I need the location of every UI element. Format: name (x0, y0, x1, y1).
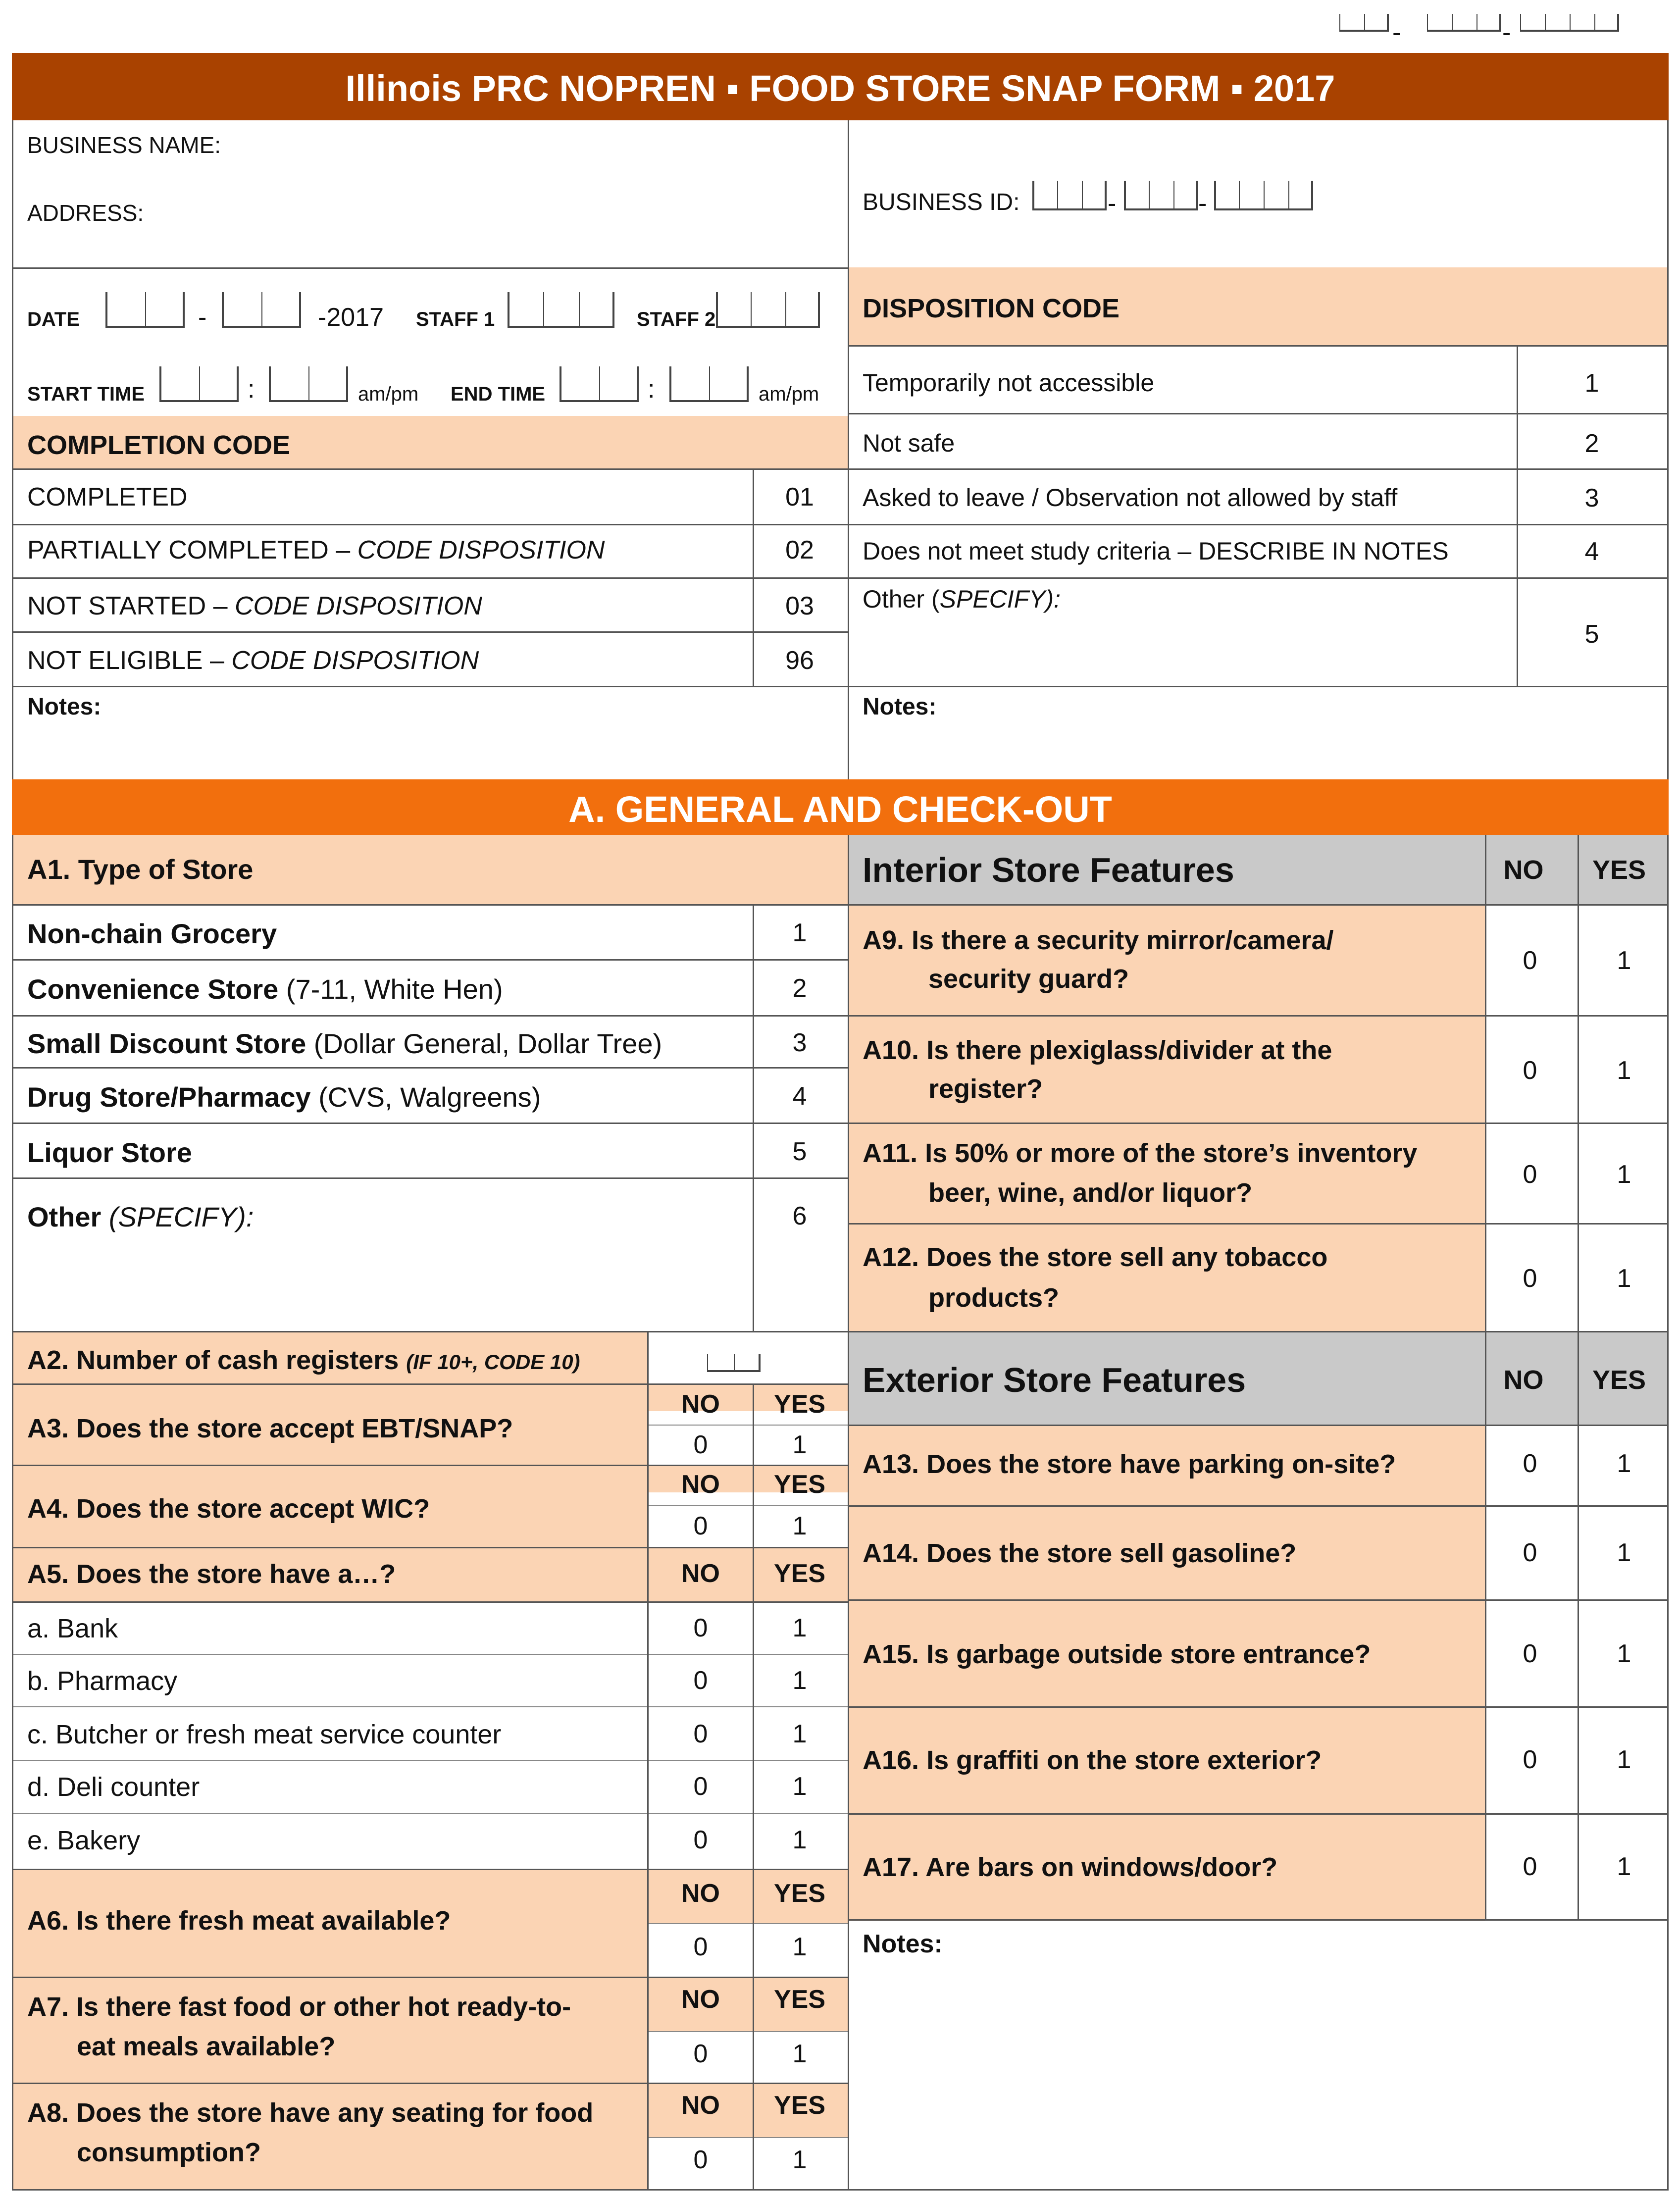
exterior-question: A17. Are bars on windows/door? (863, 1852, 1278, 1882)
business-id-boxes[interactable] (1214, 181, 1313, 210)
a1-title: A1. Type of Store (27, 854, 254, 885)
staff1-label: STAFF 1 (416, 308, 495, 330)
a15-no[interactable]: 0 (1523, 1639, 1537, 1668)
completion-row-label: NOT STARTED – (27, 592, 235, 620)
a10-yes[interactable]: 1 (1617, 1056, 1631, 1085)
a6-question: A6. Is there fresh meat available? (27, 1906, 451, 1936)
a2-count-boxes[interactable] (707, 1354, 761, 1384)
interior-question: A10. Is there plexiglass/divider at the (863, 1035, 1332, 1065)
disposition-code[interactable]: 2 (1584, 429, 1599, 458)
business-id-boxes[interactable] (1124, 181, 1198, 210)
completion-notes-label: Notes: (27, 694, 102, 720)
end-hour-boxes[interactable] (560, 366, 639, 396)
completion-code[interactable]: 03 (785, 592, 814, 620)
exterior-notes-label: Notes: (863, 1930, 943, 1958)
completion-row-label: PARTIALLY COMPLETED – (27, 536, 357, 564)
a16-no[interactable]: 0 (1523, 1745, 1537, 1774)
completion-code[interactable]: 01 (785, 483, 814, 511)
a8-no[interactable]: 0 (693, 2145, 708, 2174)
a14-yes[interactable]: 1 (1617, 1538, 1631, 1567)
a12-no[interactable]: 0 (1523, 1264, 1537, 1293)
a4-no[interactable]: 0 (693, 1512, 708, 1540)
a6-no[interactable]: 0 (693, 1933, 708, 1961)
a3-question: A3. Does the store accept EBT/SNAP? (27, 1414, 513, 1443)
a1-code[interactable]: 3 (792, 1028, 807, 1057)
disposition-notes-label: Notes: (863, 694, 937, 720)
a5-item: c. Butcher or fresh meat service counter (27, 1720, 502, 1749)
a1-option-label: Convenience Store (27, 973, 279, 1005)
a10-no[interactable]: 0 (1523, 1056, 1537, 1085)
staff2-boxes[interactable] (716, 292, 820, 322)
start-minute-boxes[interactable] (269, 366, 348, 396)
a5-no[interactable]: 0 (693, 1772, 708, 1801)
form-id-boxes[interactable] (1520, 14, 1619, 44)
disposition-row-label: Not safe (863, 429, 955, 457)
exterior-question: A16. Is graffiti on the store exterior? (863, 1745, 1322, 1775)
completion-row-label: COMPLETED (27, 483, 188, 511)
a1-code[interactable]: 2 (792, 974, 807, 1003)
business-id-boxes[interactable] (1032, 181, 1107, 210)
date-label: DATE (27, 308, 80, 330)
a9-no[interactable]: 0 (1523, 946, 1537, 975)
a1-code[interactable]: 6 (792, 1202, 807, 1230)
a7-yes[interactable]: 1 (792, 2040, 807, 2068)
a5-item: a. Bank (27, 1614, 118, 1643)
business-name-label: BUSINESS NAME: (27, 132, 221, 158)
a5-no[interactable]: 0 (693, 1666, 708, 1695)
a4-question: A4. Does the store accept WIC? (27, 1494, 430, 1524)
a5-yes[interactable]: 1 (792, 1666, 807, 1695)
a5-item: e. Bakery (27, 1826, 141, 1855)
date-month-boxes[interactable] (105, 292, 185, 328)
a5-yes[interactable]: 1 (792, 1720, 807, 1748)
a5-yes[interactable]: 1 (792, 1772, 807, 1801)
a4-yes[interactable]: 1 (792, 1512, 807, 1540)
a1-option-label: Small Discount Store (27, 1028, 306, 1059)
exterior-question: A15. Is garbage outside store entrance? (863, 1639, 1371, 1669)
date-year: -2017 (318, 303, 384, 332)
form-title: Illinois PRC NOPREN ▪ FOOD STORE SNAP FORM ▪ 2017 (345, 68, 1335, 109)
a5-yes[interactable]: 1 (792, 1614, 807, 1642)
disposition-row-label: Asked to leave / Observation not allowed by staff (863, 484, 1398, 511)
a3-yes[interactable]: 1 (792, 1430, 807, 1459)
end-time-label: END TIME (451, 383, 546, 405)
interior-question: A9. Is there a security mirror/camera/ (863, 925, 1334, 955)
a1-code[interactable]: 1 (792, 919, 807, 947)
a1-code[interactable]: 5 (792, 1137, 807, 1166)
end-minute-boxes[interactable] (669, 366, 749, 396)
staff1-boxes[interactable] (508, 292, 614, 322)
a11-no[interactable]: 0 (1523, 1160, 1537, 1189)
a13-no[interactable]: 0 (1523, 1449, 1537, 1478)
a13-yes[interactable]: 1 (1617, 1449, 1631, 1478)
a5-no[interactable]: 0 (693, 1614, 708, 1642)
a16-yes[interactable]: 1 (1617, 1745, 1631, 1774)
a1-option-label: Liquor Store (27, 1137, 192, 1168)
exterior-question: A14. Does the store sell gasoline? (863, 1538, 1297, 1568)
a1-code[interactable]: 4 (792, 1082, 807, 1111)
start-hour-boxes[interactable] (159, 366, 239, 396)
disposition-title: DISPOSITION CODE (863, 294, 1120, 323)
form-id-boxes[interactable] (1427, 14, 1501, 44)
a3-no[interactable]: 0 (693, 1430, 708, 1459)
a8-yes[interactable]: 1 (792, 2145, 807, 2174)
disposition-code[interactable]: 4 (1584, 537, 1599, 566)
staff2-label: STAFF 2 (637, 308, 716, 330)
a5-item: b. Pharmacy (27, 1666, 178, 1696)
a7-no[interactable]: 0 (693, 2040, 708, 2068)
a6-yes[interactable]: 1 (792, 1933, 807, 1961)
form-id-boxes[interactable] (1339, 14, 1389, 44)
a17-no[interactable]: 0 (1523, 1852, 1537, 1881)
a5-no[interactable]: 0 (693, 1720, 708, 1748)
a5-yes[interactable]: 1 (792, 1826, 807, 1854)
a1-option-label: Drug Store/Pharmacy (27, 1081, 311, 1113)
start-time-label: START TIME (27, 383, 145, 405)
a12-yes[interactable]: 1 (1617, 1264, 1631, 1293)
a1-option-label: Other (27, 1201, 109, 1232)
address-label: ADDRESS: (27, 200, 144, 226)
disposition-code[interactable]: 3 (1584, 484, 1599, 512)
interior-question: A12. Does the store sell any tobacco (863, 1242, 1328, 1272)
completion-code[interactable]: 02 (785, 536, 814, 564)
a17-yes[interactable]: 1 (1617, 1852, 1631, 1881)
disposition-row-label: Other ( (863, 585, 940, 613)
section-a-title: A. GENERAL AND CHECK-OUT (568, 789, 1112, 830)
a5-question: A5. Does the store have a…? (27, 1559, 396, 1589)
a14-no[interactable]: 0 (1523, 1538, 1537, 1567)
a2-label: A2. Number of cash registers (27, 1345, 407, 1375)
completion-title: COMPLETION CODE (27, 430, 291, 460)
disposition-row-label: Does not meet study criteria – DESCRIBE IN NOTES (863, 537, 1449, 565)
business-id-label: BUSINESS ID: (863, 189, 1020, 215)
completion-row-label: NOT ELIGIBLE – (27, 646, 232, 675)
a8-question: A8. Does the store have any seating for food (27, 2098, 594, 2128)
disposition-code[interactable]: 1 (1584, 369, 1599, 398)
a11-yes[interactable]: 1 (1617, 1160, 1631, 1189)
exterior-title: Exterior Store Features (863, 1361, 1246, 1399)
a15-yes[interactable]: 1 (1617, 1639, 1631, 1668)
disposition-row-label: Temporarily not accessible (863, 369, 1155, 397)
interior-question: A11. Is 50% or more of the store’s inventory (863, 1138, 1418, 1168)
disposition-code[interactable]: 5 (1584, 620, 1599, 649)
exterior-question: A13. Does the store have parking on-site? (863, 1449, 1396, 1479)
a9-yes[interactable]: 1 (1617, 946, 1631, 975)
interior-title: Interior Store Features (863, 851, 1234, 889)
date-day-boxes[interactable] (222, 292, 301, 322)
a1-option-label: Non-chain Grocery (27, 918, 277, 949)
a7-question: A7. Is there fast food or other hot ready-to- (27, 1992, 571, 2022)
a5-no[interactable]: 0 (693, 1826, 708, 1854)
a5-item: d. Deli counter (27, 1772, 200, 1802)
completion-code[interactable]: 96 (785, 646, 814, 675)
